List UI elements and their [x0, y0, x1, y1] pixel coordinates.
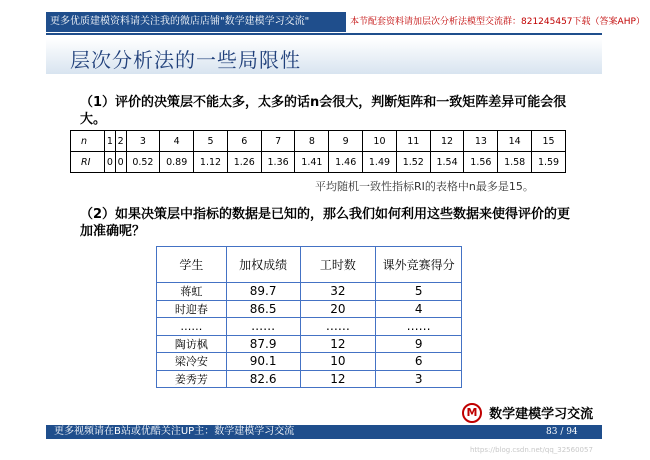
table-cell: …… [226, 318, 300, 336]
header-right-banner: 本节配套资料请加层次分析法模型交流群：821245457下载（答案AHP） [350, 17, 645, 27]
ri-note: 平均随机一致性指标RI的表格中n最多是15。 [315, 180, 534, 193]
table-cell: 82.6 [226, 370, 300, 388]
header-divider [46, 33, 602, 35]
scores-table [156, 246, 462, 388]
table-row [157, 300, 462, 318]
n-value-cell: 14 [498, 131, 532, 152]
table-cell: 3 [376, 370, 462, 388]
ri-value-cell: 1.58 [498, 152, 532, 173]
section-2-text: （2）如果决策层中指标的数据是已知的，那么我们如何利用这些数据来使得评价的更加准确呢？ [80, 207, 571, 239]
ri-value-cell: 1.26 [227, 152, 261, 173]
table-cell: 86.5 [226, 300, 300, 318]
table-cell: 10 [300, 353, 376, 371]
header-work-hours: 工时数 [300, 247, 376, 283]
table-cell: 姜秀芳 [157, 370, 227, 388]
table-cell: 6 [376, 353, 462, 371]
ri-value-cell: 1.36 [261, 152, 295, 173]
n-value-cell: 8 [295, 131, 329, 152]
ri-table-ri-row [71, 152, 566, 173]
n-value-cell: 2 [115, 131, 126, 152]
table-cell: 90.1 [226, 353, 300, 371]
n-value-cell: 11 [396, 131, 430, 152]
table-cell: 87.9 [226, 335, 300, 353]
scores-header-row [157, 247, 462, 283]
table-cell: 陶访枫 [157, 335, 227, 353]
table-cell: 4 [376, 300, 462, 318]
n-value-cell: 10 [363, 131, 397, 152]
n-value-cell: 3 [126, 131, 160, 152]
table-cell: 9 [376, 335, 462, 353]
table-cell: 89.7 [226, 283, 300, 301]
ri-table-n-row [71, 131, 566, 152]
table-cell: 梁冷安 [157, 353, 227, 371]
ri-value-cell: 1.54 [430, 152, 464, 173]
ri-value-cell: 1.49 [363, 152, 397, 173]
table-cell: 32 [300, 283, 376, 301]
table-cell: …… [157, 318, 227, 336]
ri-value-cell: 0 [115, 152, 126, 173]
page-title: 层次分析法的一些局限性 [70, 48, 301, 72]
logo-text: 数学建模学习交流 [489, 407, 594, 422]
n-value-cell: 4 [160, 131, 194, 152]
logo-m-icon: M [462, 403, 482, 423]
table-cell: …… [376, 318, 462, 336]
ri-value-cell: 0 [105, 152, 116, 173]
logo [462, 402, 593, 422]
table-cell: 蒋虹 [157, 283, 227, 301]
top-bar [0, 0, 650, 34]
ri-value-cell: 1.41 [295, 152, 329, 173]
ri-value-cell: 1.52 [396, 152, 430, 173]
header-weighted-score: 加权成绩 [226, 247, 300, 283]
ri-value-cell: 1.59 [532, 152, 566, 173]
ri-value-cell: 1.46 [329, 152, 363, 173]
n-label: n [71, 131, 105, 152]
header-student: 学生 [157, 247, 227, 283]
table-cell: …… [300, 318, 376, 336]
table-cell: 12 [300, 370, 376, 388]
table-row [157, 335, 462, 353]
table-row [157, 353, 462, 371]
ri-value-cell: 1.56 [464, 152, 498, 173]
n-value-cell: 13 [464, 131, 498, 152]
ri-value-cell: 1.12 [194, 152, 228, 173]
table-cell: 5 [376, 283, 462, 301]
header-left-banner: 更多优质建模资料请关注我的微店店铺"数学建模学习交流" [46, 12, 346, 32]
ri-table [70, 130, 566, 173]
table-row [157, 283, 462, 301]
footer-bar [46, 425, 602, 439]
table-cell: 20 [300, 300, 376, 318]
watermark: https://blog.csdn.net/qq_32560057 [470, 446, 593, 454]
table-row [157, 318, 462, 336]
table-cell: 12 [300, 335, 376, 353]
n-value-cell: 9 [329, 131, 363, 152]
n-value-cell: 5 [194, 131, 228, 152]
n-value-cell: 15 [532, 131, 566, 152]
section-1-text: （1）评价的决策层不能太多，太多的话n会很大，判断矩阵和一致矩阵差异可能会很大。 [80, 95, 567, 127]
ri-value-cell: 0.52 [126, 152, 160, 173]
n-value-cell: 7 [261, 131, 295, 152]
table-row [157, 370, 462, 388]
n-value-cell: 1 [105, 131, 116, 152]
ri-label: RI [71, 152, 105, 173]
n-value-cell: 6 [227, 131, 261, 152]
table-cell: 时迎春 [157, 300, 227, 318]
scores-body [157, 283, 462, 388]
title-box [46, 38, 602, 74]
ri-value-cell: 0.89 [160, 152, 194, 173]
n-value-cell: 12 [430, 131, 464, 152]
header-competition-score: 课外竞赛得分 [376, 247, 462, 283]
page-number: 83 / 94 [546, 427, 578, 437]
footer-text: 更多视频请在B站或优酷关注UP主：数学建模学习交流 [54, 426, 295, 437]
